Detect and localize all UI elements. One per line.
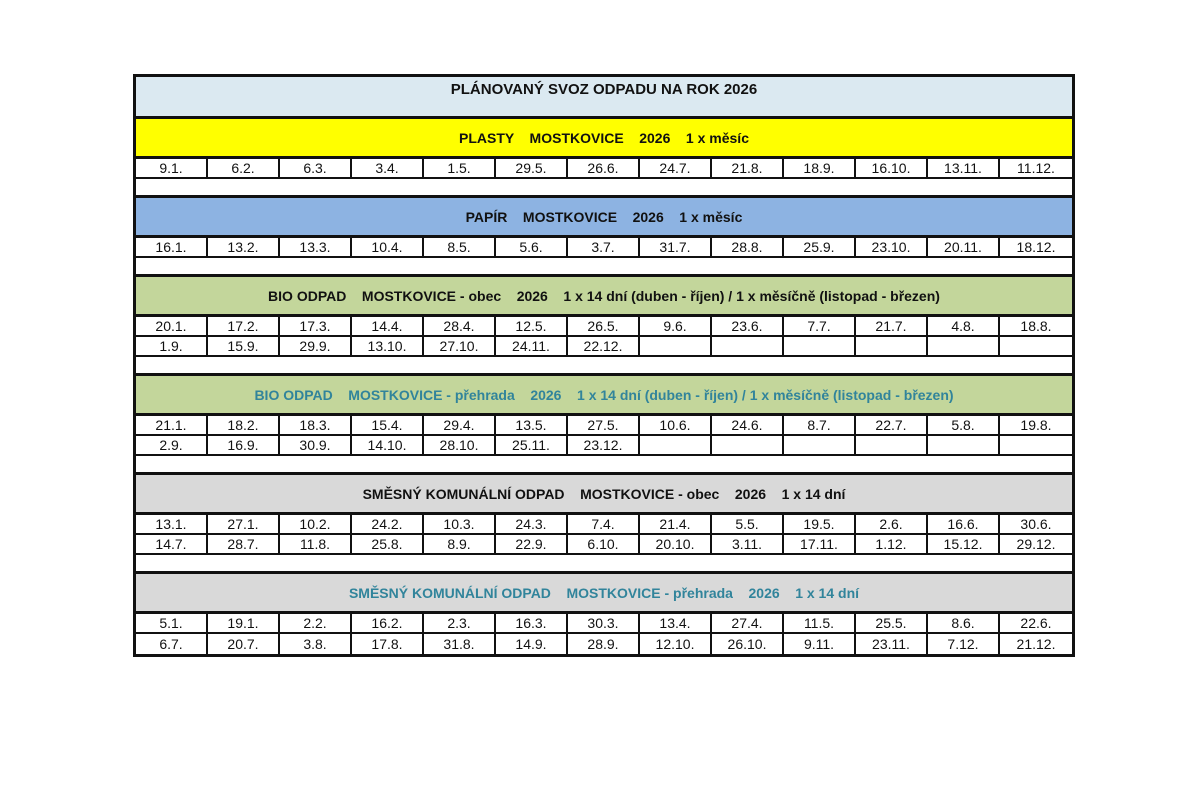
- section-header: SMĚSNÝ KOMUNÁLNÍ ODPAD MOSTKOVICE - obec 2026 1 x 14 dní: [136, 475, 1072, 515]
- date-row: [136, 238, 1072, 258]
- date-row: [136, 535, 1072, 555]
- date-cell: 27.5.: [568, 416, 640, 434]
- section-smesny-obec: [136, 475, 1072, 555]
- date-cell: 30.6.: [1020, 516, 1052, 532]
- section-papir: [136, 198, 1072, 258]
- date-cell: 22.9.: [496, 535, 568, 553]
- date-cell: [856, 436, 928, 454]
- section-header: BIO ODPAD MOSTKOVICE - obec 2026 1 x 14 dní (duben - říjen) / 1 x měsíčně (listopad - březen): [136, 277, 1072, 317]
- date-cell: 18.8.: [1020, 318, 1052, 334]
- section-spacer: [136, 179, 1072, 198]
- date-cell: 9.1.: [136, 159, 208, 177]
- date-cell: 18.9.: [784, 159, 856, 177]
- date-cell: 16.9.: [208, 436, 280, 454]
- date-cell: 14.9.: [496, 634, 568, 654]
- section-spacer: [136, 357, 1072, 376]
- date-cell: 23.12.: [568, 436, 640, 454]
- date-cell: 31.7.: [640, 238, 712, 256]
- date-cell: 6.2.: [208, 159, 280, 177]
- date-cell: 12.10.: [640, 634, 712, 654]
- date-cell: 5.6.: [496, 238, 568, 256]
- date-row: [136, 436, 1072, 456]
- date-cell: 10.4.: [352, 238, 424, 256]
- date-cell: 24.3.: [496, 515, 568, 533]
- date-cell: 15.4.: [352, 416, 424, 434]
- date-cell: 29.12.: [1016, 536, 1056, 552]
- date-cell: 25.8.: [352, 535, 424, 553]
- date-cell: 24.6.: [712, 416, 784, 434]
- date-cell: [712, 436, 784, 454]
- date-cell: [640, 337, 712, 355]
- date-row: [136, 515, 1072, 535]
- section-header: PLASTY MOSTKOVICE 2026 1 x měsíc: [136, 119, 1072, 159]
- date-cell: 8.5.: [424, 238, 496, 256]
- date-cell: 27.10.: [424, 337, 496, 355]
- date-cell: 24.11.: [496, 337, 568, 355]
- date-cell: 29.4.: [424, 416, 496, 434]
- section-smesny-prehrada: [136, 574, 1072, 654]
- date-cell: 2.9.: [136, 436, 208, 454]
- date-cell: 28.10.: [424, 436, 496, 454]
- section-header: BIO ODPAD MOSTKOVICE - přehrada 2026 1 x 14 dní (duben - říjen) / 1 x měsíčně (listopad - březen): [136, 376, 1072, 416]
- date-cell: 28.9.: [568, 634, 640, 654]
- date-cell: 19.5.: [784, 515, 856, 533]
- date-cell: 27.1.: [208, 515, 280, 533]
- date-cell: [1000, 337, 1072, 355]
- date-cell: 18.12.: [1016, 239, 1056, 255]
- date-cell: 10.6.: [640, 416, 712, 434]
- date-cell: 11.12.: [1017, 160, 1055, 176]
- date-cell: 2.6.: [856, 515, 928, 533]
- date-cell: 15.12.: [928, 535, 1000, 553]
- date-cell: 12.5.: [496, 317, 568, 335]
- date-cell: 27.4.: [712, 614, 784, 632]
- date-cell: 7.7.: [784, 317, 856, 335]
- date-cell: 28.4.: [424, 317, 496, 335]
- date-cell: 8.9.: [424, 535, 496, 553]
- section-plasty: [136, 119, 1072, 179]
- date-cell: 16.1.: [136, 238, 208, 256]
- date-cell: 26.5.: [568, 317, 640, 335]
- date-cell: 6.7.: [136, 634, 208, 654]
- section-bio-prehrada: [136, 376, 1072, 456]
- date-cell: 14.7.: [136, 535, 208, 553]
- date-cell: 10.2.: [280, 515, 352, 533]
- date-cell: 3.4.: [352, 159, 424, 177]
- date-cell: 20.1.: [136, 317, 208, 335]
- date-cell: 17.11.: [784, 535, 856, 553]
- date-cell: 22.12.: [568, 337, 640, 355]
- date-cell: 3.11.: [712, 535, 784, 553]
- date-cell: 24.2.: [352, 515, 424, 533]
- date-cell: 29.9.: [280, 337, 352, 355]
- date-cell: 3.8.: [280, 634, 352, 654]
- date-cell: 21.8.: [712, 159, 784, 177]
- schedule-title: PLÁNOVANÝ SVOZ ODPADU NA ROK 2026: [136, 77, 1072, 119]
- date-cell: 20.7.: [208, 634, 280, 654]
- date-cell: [856, 337, 928, 355]
- date-cell: 18.2.: [208, 416, 280, 434]
- date-cell: 7.4.: [568, 515, 640, 533]
- date-row: [136, 614, 1072, 634]
- date-cell: [928, 337, 1000, 355]
- date-cell: 1.5.: [424, 159, 496, 177]
- date-cell: 13.11.: [928, 159, 1000, 177]
- section-header: SMĚSNÝ KOMUNÁLNÍ ODPAD MOSTKOVICE - přehrada 2026 1 x 14 dní: [136, 574, 1072, 614]
- date-cell: 3.7.: [568, 238, 640, 256]
- date-cell: [640, 436, 712, 454]
- date-cell: 13.3.: [280, 238, 352, 256]
- section-spacer: [136, 456, 1072, 475]
- date-cell: 2.3.: [424, 614, 496, 632]
- date-cell: 14.4.: [352, 317, 424, 335]
- date-cell: 28.7.: [208, 535, 280, 553]
- date-cell: [928, 436, 1000, 454]
- date-cell: 31.8.: [424, 634, 496, 654]
- date-cell: 23.6.: [712, 317, 784, 335]
- date-cell: 13.1.: [136, 515, 208, 533]
- date-cell: 28.8.: [712, 238, 784, 256]
- sections-container: [136, 119, 1072, 654]
- date-row: [136, 634, 1072, 654]
- section-bio-obec: [136, 277, 1072, 357]
- date-row: [136, 337, 1072, 357]
- date-cell: 25.11.: [496, 436, 568, 454]
- date-cell: 17.8.: [352, 634, 424, 654]
- date-cell: 8.7.: [784, 416, 856, 434]
- date-cell: 13.4.: [640, 614, 712, 632]
- date-cell: 17.3.: [280, 317, 352, 335]
- date-cell: 22.6.: [1020, 615, 1052, 631]
- date-cell: 14.10.: [352, 436, 424, 454]
- date-cell: [712, 337, 784, 355]
- date-cell: 26.6.: [568, 159, 640, 177]
- date-cell: 1.9.: [136, 337, 208, 355]
- section-spacer: [136, 258, 1072, 277]
- date-cell: 21.7.: [856, 317, 928, 335]
- date-cell: 29.5.: [496, 159, 568, 177]
- date-cell: 9.11.: [784, 634, 856, 654]
- date-cell: 2.2.: [280, 614, 352, 632]
- date-cell: 11.8.: [280, 535, 352, 553]
- date-cell: 22.7.: [856, 416, 928, 434]
- date-cell: 7.12.: [928, 634, 1000, 654]
- date-cell: 9.6.: [640, 317, 712, 335]
- date-cell: 30.3.: [568, 614, 640, 632]
- date-cell: 25.5.: [856, 614, 928, 632]
- date-cell: 6.3.: [280, 159, 352, 177]
- date-cell: 5.5.: [712, 515, 784, 533]
- date-cell: 10.3.: [424, 515, 496, 533]
- date-cell: 5.1.: [136, 614, 208, 632]
- date-cell: 21.1.: [136, 416, 208, 434]
- date-cell: 23.10.: [856, 238, 928, 256]
- date-cell: [784, 337, 856, 355]
- date-cell: 13.10.: [352, 337, 424, 355]
- date-cell: 18.3.: [280, 416, 352, 434]
- section-spacer: [136, 555, 1072, 574]
- waste-collection-schedule-table: [133, 74, 1075, 657]
- date-cell: [1000, 436, 1072, 454]
- date-cell: 21.4.: [640, 515, 712, 533]
- section-header: PAPÍR MOSTKOVICE 2026 1 x měsíc: [136, 198, 1072, 238]
- date-cell: 19.1.: [208, 614, 280, 632]
- date-cell: 25.9.: [784, 238, 856, 256]
- date-cell: 8.6.: [928, 614, 1000, 632]
- date-cell: 20.11.: [928, 238, 1000, 256]
- date-cell: 17.2.: [208, 317, 280, 335]
- date-cell: 19.8.: [1020, 417, 1052, 433]
- date-cell: 13.5.: [496, 416, 568, 434]
- date-row: [136, 317, 1072, 337]
- date-cell: 13.2.: [208, 238, 280, 256]
- date-row: [136, 416, 1072, 436]
- date-cell: 21.12.: [1016, 636, 1056, 652]
- date-cell: 1.12.: [856, 535, 928, 553]
- date-cell: 15.9.: [208, 337, 280, 355]
- date-cell: 26.10.: [712, 634, 784, 654]
- date-cell: 16.6.: [928, 515, 1000, 533]
- date-cell: 30.9.: [280, 436, 352, 454]
- date-cell: 16.2.: [352, 614, 424, 632]
- date-cell: 5.8.: [928, 416, 1000, 434]
- date-cell: 20.10.: [640, 535, 712, 553]
- date-cell: 16.10.: [856, 159, 928, 177]
- date-cell: 16.3.: [496, 614, 568, 632]
- date-cell: 24.7.: [640, 159, 712, 177]
- date-cell: 4.8.: [928, 317, 1000, 335]
- date-cell: 6.10.: [568, 535, 640, 553]
- date-cell: [784, 436, 856, 454]
- date-cell: 11.5.: [784, 614, 856, 632]
- date-cell: 23.11.: [856, 634, 928, 654]
- date-row: [136, 159, 1072, 179]
